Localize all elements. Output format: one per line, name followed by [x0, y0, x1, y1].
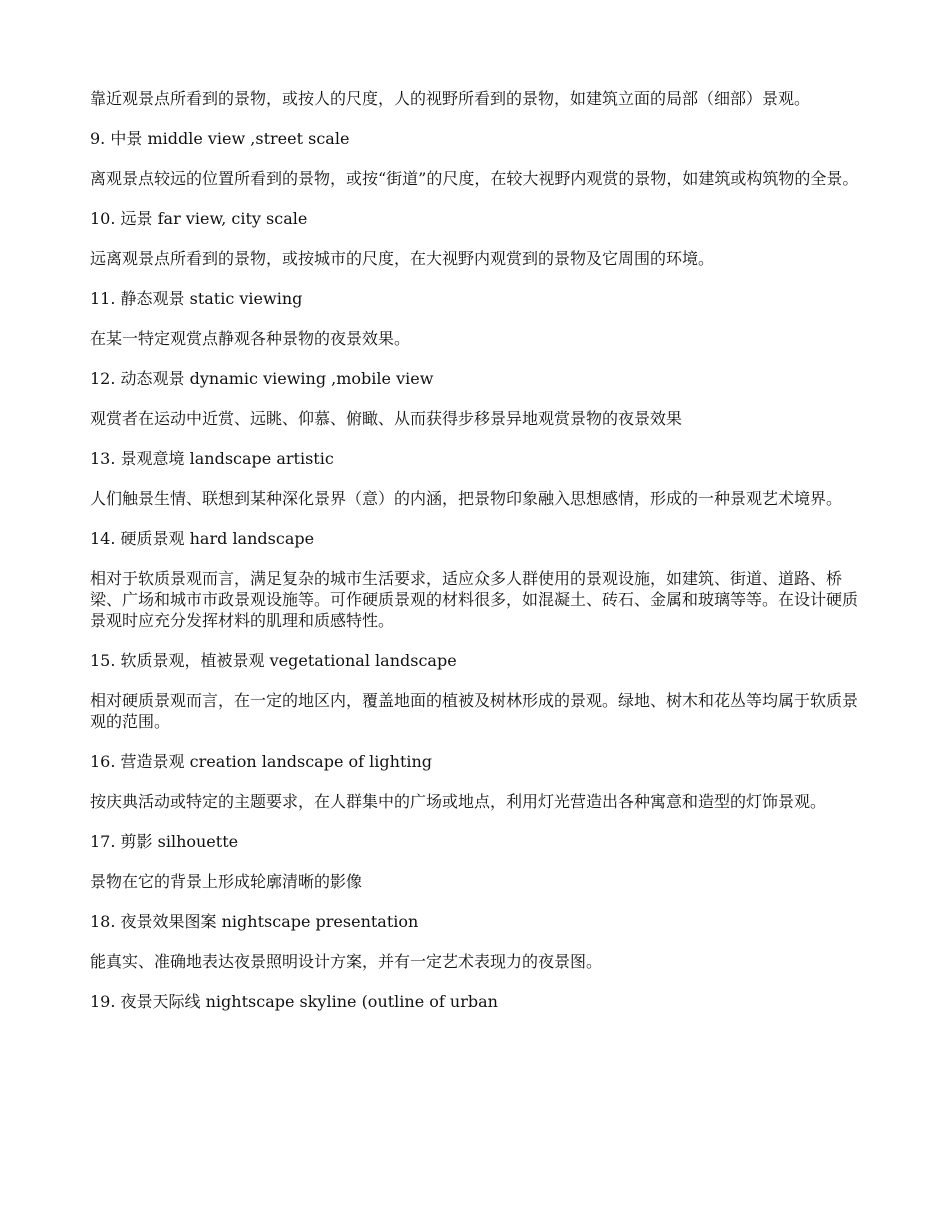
- paragraph-far-view-definition: 远离观景点所看到的景物，或按城市的尺度，在大视野内观赏到的景物及它周围的环境。: [90, 249, 715, 268]
- paragraph-silhouette-definition: 景物在它的背景上形成轮廓清晰的影像: [90, 872, 363, 891]
- term-heading-far-view: 10. 远景 far view, city scale: [90, 209, 308, 228]
- term-heading-dynamic-viewing: 12. 动态观景 dynamic viewing ,mobile view: [90, 369, 434, 388]
- paragraph-static-viewing-definition: 在某一特定观赏点静观各种景物的夜景效果。: [90, 329, 411, 348]
- paragraph-vegetational-landscape-definition: 相对硬质景观而言，在一定的地区内，覆盖地面的植被及树林形成的景观。绿地、树木和花丛等均属于软质景观的范围。: [90, 691, 859, 731]
- term-heading-nightscape-skyline: 19. 夜景天际线 nightscape skyline (outline of urban: [90, 992, 498, 1011]
- paragraph-close-view-definition: 靠近观景点所看到的景物，或按人的尺度，人的视野所看到的景物，如建筑立面的局部（细部）景观。: [90, 89, 811, 108]
- paragraph-landscape-artistic-definition: 人们触景生情、联想到某种深化景界（意）的内涵，把景物印象融入思想感情，形成的一种景观艺术境界。: [90, 489, 843, 508]
- term-heading-middle-view: 9. 中景 middle view ,street scale: [90, 129, 350, 148]
- term-heading-static-viewing: 11. 静态观景 static viewing: [90, 289, 303, 308]
- term-heading-landscape-artistic: 13. 景观意境 landscape artistic: [90, 449, 334, 468]
- paragraph-dynamic-viewing-definition: 观赏者在运动中近赏、远眺、仰慕、俯瞰、从而获得步移景异地观赏景物的夜景效果: [90, 409, 683, 428]
- term-heading-silhouette: 17. 剪影 silhouette: [90, 832, 239, 851]
- term-heading-nightscape-presentation: 18. 夜景效果图案 nightscape presentation: [90, 912, 419, 931]
- paragraph-hard-landscape-definition: 相对于软质景观而言，满足复杂的城市生活要求，适应众多人群使用的景观设施，如建筑、街道、道路、桥梁、广场和城市市政景观设施等。可作硬质景观的材料很多，如混凝土、砖石、金属和玻璃等等。在设计硬质景观时应充分发挥材料的肌理和质感特性。: [90, 569, 859, 630]
- term-heading-creation-landscape: 16. 营造景观 creation landscape of lighting: [90, 752, 433, 771]
- paragraph-nightscape-presentation-definition: 能真实、准确地表达夜景照明设计方案，并有一定艺术表现力的夜景图。: [90, 952, 603, 971]
- term-heading-vegetational-landscape: 15. 软质景观，植被景观 vegetational landscape: [90, 651, 457, 670]
- paragraph-creation-landscape-definition: 按庆典活动或特定的主题要求，在人群集中的广场或地点，利用灯光营造出各种寓意和造型的灯饰景观。: [90, 792, 827, 811]
- document-page: [90, 88, 860, 1031]
- term-heading-hard-landscape: 14. 硬质景观 hard landscape: [90, 529, 315, 548]
- paragraph-middle-view-definition: 离观景点较远的位置所看到的景物，或按“街道”的尺度，在较大视野内观赏的景物，如建筑或构筑物的全景。: [90, 169, 859, 188]
